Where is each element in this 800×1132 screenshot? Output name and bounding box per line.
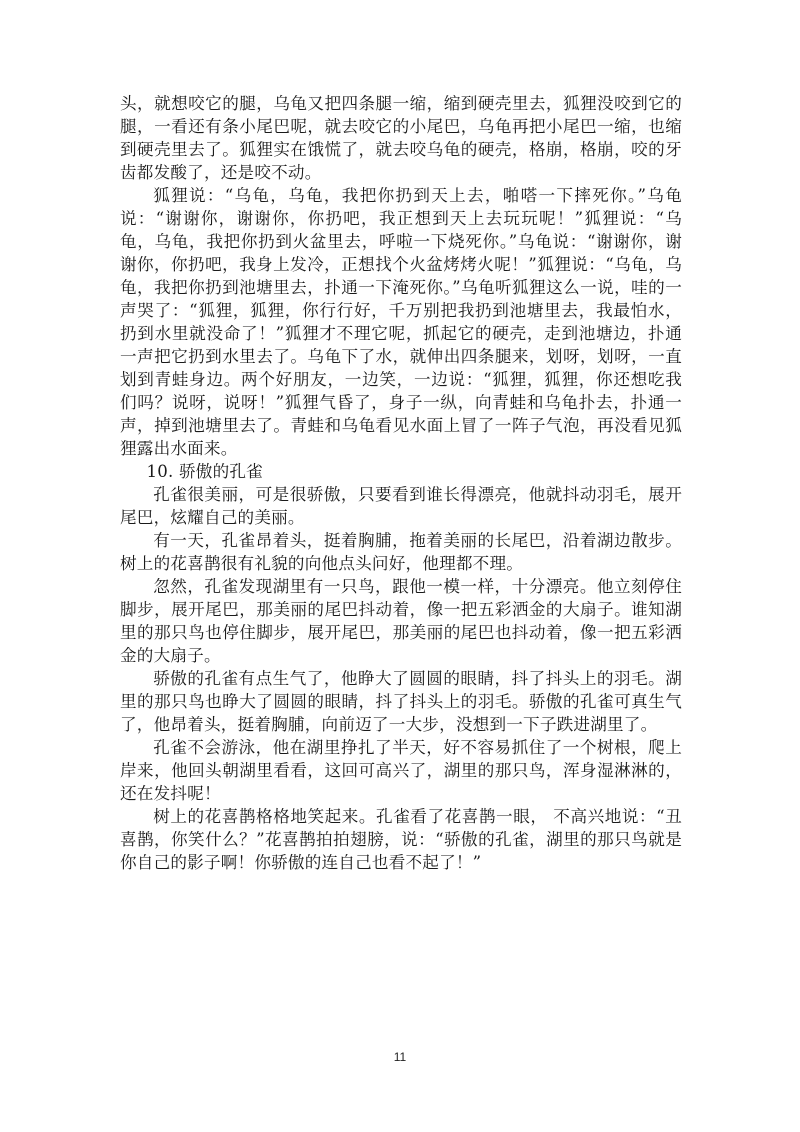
paragraph-peacock-angry: 骄傲的孔雀有点生气了，他睁大了圆圆的眼睛，抖了抖头上的羽毛。湖里的那只鸟也睁大了圆圆的眼睛，抖了抖头上的羽毛。骄傲的孔雀可真生气了，他昂着头，挺着胸脯，向前迈了一大步，没想到一下子跌进湖里了。 — [120, 669, 682, 734]
paragraph-fox-bites-turtle: 头，就想咬它的腿，乌龟又把四条腿一缩，缩到硬壳里去，狐狸没咬到它的腿，一看还有条小尾巴呢，就去咬它的小尾巴，乌龟再把小尾巴一缩，也缩到硬壳里去了。狐狸实在饿慌了，就去咬乌龟的硬壳，格崩，格崩，咬的牙齿都发酸了，还是咬不动。 — [120, 94, 682, 182]
paragraph-fox-threatens-turtle: 狐狸说：“乌龟，乌龟，我把你扔到天上去，啪嗒一下摔死你。”乌龟说：“谢谢你，谢谢你，你扔吧，我正想到天上去玩玩呢！”狐狸说：“乌龟，乌龟，我把你扔到火盆里去，呼啦一下烧死你。”乌龟说：“谢谢你，谢谢你，你扔吧，我身上发冷，正想找个火盆烤烤火呢！”狐狸说：“乌龟，乌龟，我把你扔到池塘里去，扑通一下淹死你。”乌龟听狐狸这么一说，哇的一声哭了：“狐狸，狐狸，你行行好，千万别把我扔到池塘里去，我最怕水，扔到水里就没命了！”狐狸才不理它呢，抓起它的硬壳，走到池塘边，扑通一声把它扔到水里去了。乌龟下了水，就伸出四条腿来，划呀，划呀，一直划到青蛙身边。两个好朋友，一边笑，一边说：“狐狸，狐狸，你还想吃我们吗？说呀，说呀！”狐狸气昏了，身子一纵，向青蛙和乌龟扑去，扑通一声，掉到池塘里去了。青蛙和乌龟看见水面上冒了一阵子气泡，再没看见狐狸露出水面来。 — [120, 186, 682, 458]
paragraph-magpie-laughs: 树上的花喜鹊格格地笑起来。孔雀看了花喜鹊一眼， 不高兴地说：“丑喜鹊，你笑什么？”花喜鹊拍拍翅膀，说：“骄傲的孔雀，湖里的那只鸟就是你自己的影子啊！你骄傲的连自己也看不起了！” — [120, 807, 682, 872]
paragraph-peacock-beautiful: 孔雀很美丽，可是很骄傲，只要看到谁长得漂亮，他就抖动羽毛，展开尾巴，炫耀自己的美丽。 — [120, 485, 682, 527]
paragraph-peacock-climbs-out: 孔雀不会游泳，他在湖里挣扎了半天，好不容易抓住了一个树根，爬上岸来，他回头朝湖里看看，这回可高兴了，湖里的那只鸟，浑身湿淋淋的，还在发抖呢！ — [120, 738, 682, 803]
paragraph-peacock-sees-bird: 忽然，孔雀发现湖里有一只鸟，跟他一模一样，十分漂亮。他立刻停住脚步，展开尾巴，那美丽的尾巴抖动着，像一把五彩洒金的大扇子。谁知湖里的那只鸟也停住脚步，展开尾巴，那美丽的尾巴也抖动着，像一把五彩洒金的大扇子。 — [120, 577, 682, 665]
story-text-body — [120, 92, 682, 874]
page-number: 11 — [393, 1050, 407, 1064]
paragraph-peacock-walk: 有一天，孔雀昂着头，挺着胸脯，拖着美丽的长尾巴，沿着湖边散步。树上的花喜鹊很有礼貌的向他点头问好，他理都不理。 — [120, 531, 682, 573]
story-title-proud-peacock: 10. 骄傲的孔雀 — [146, 462, 263, 481]
